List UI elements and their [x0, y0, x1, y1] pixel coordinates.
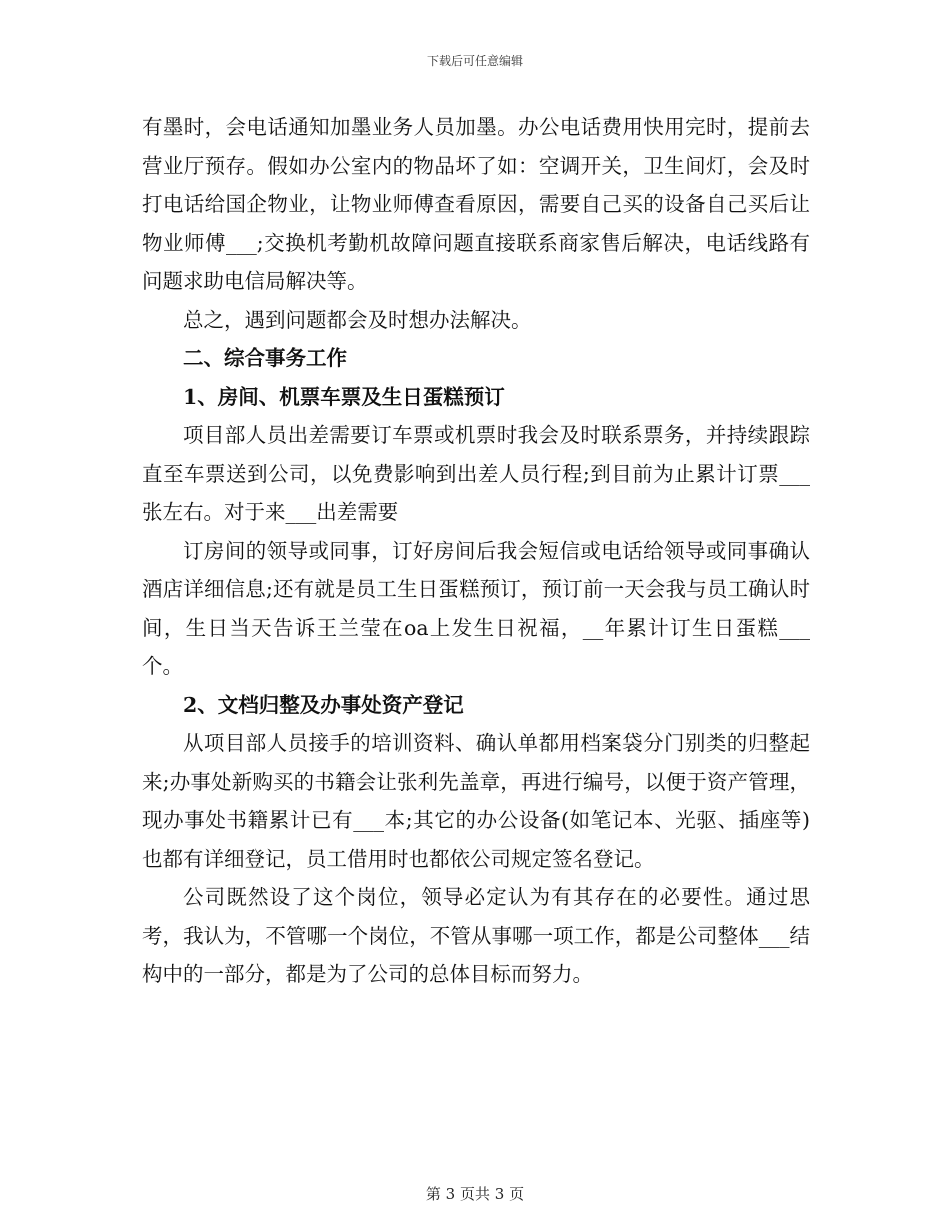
paragraph-tickets: 项目部人员出差需要订车票或机票时我会及时联系票务，并持续跟踪直至车票送到公司，以免费影响到出差人员行程;到目前为止累计订票___张左右。对于来___出差需要: [142, 423, 810, 524]
paragraph-conclusion: 公司既然设了这个岗位，领导必定认为有其存在的必要性。通过思考，我认为，不管哪一个岗位，不管从事哪一项工作，都是公司整体___结构中的一部分，都是为了公司的总体目标而努力。: [142, 885, 810, 986]
paragraph-rooms-cakes: 订房间的领导或同事，订好房间后我会短信或电话给领导或同事确认酒店详细信息;还有就是员工生日蛋糕预订，预订前一天会我与员工确认时间，生日当天告诉王兰莹在oa上发生日祝福，__年累计订生日蛋糕___个。: [142, 538, 810, 678]
page-header: 下载后可任意编辑: [426, 54, 523, 68]
page-footer: 第 3 页共 3 页: [425, 1185, 525, 1203]
paragraph-documents: 从项目部人员接手的培训资料、确认单都用档案袋分门别类的归整起来;办事处新购买的书籍会让张利先盖章，再进行编号，以便于资产管理，现办事处书籍累计已有___本;其它的办公设备(如笔记本、光驱、插座等)也都有详细登记，员工借用时也都依公司规定签名登记。: [142, 731, 810, 871]
subsection-heading-documents: 2、文档归整及办事处资产登记: [183, 692, 464, 717]
paragraph-summary: 总之，遇到问题都会及时想办法解决。: [183, 307, 532, 332]
section-heading: 二、综合事务工作: [183, 346, 347, 370]
document-body: [142, 108, 810, 994]
paragraph-continuation: 有墨时，会电话通知加墨业务人员加墨。办公电话费用快用完时，提前去营业厅预存。假如办公室内的物品坏了如：空调开关，卫生间灯，会及时打电话给国企物业，让物业师傅查看原因，需要自己买的设备自己买后让物业师傅___;交换机考勤机故障问题直接联系商家售后解决，电话线路有问题求助电信局解决等。: [142, 115, 810, 293]
subsection-heading-booking: 1、房间、机票车票及生日蛋糕预订: [183, 384, 505, 409]
